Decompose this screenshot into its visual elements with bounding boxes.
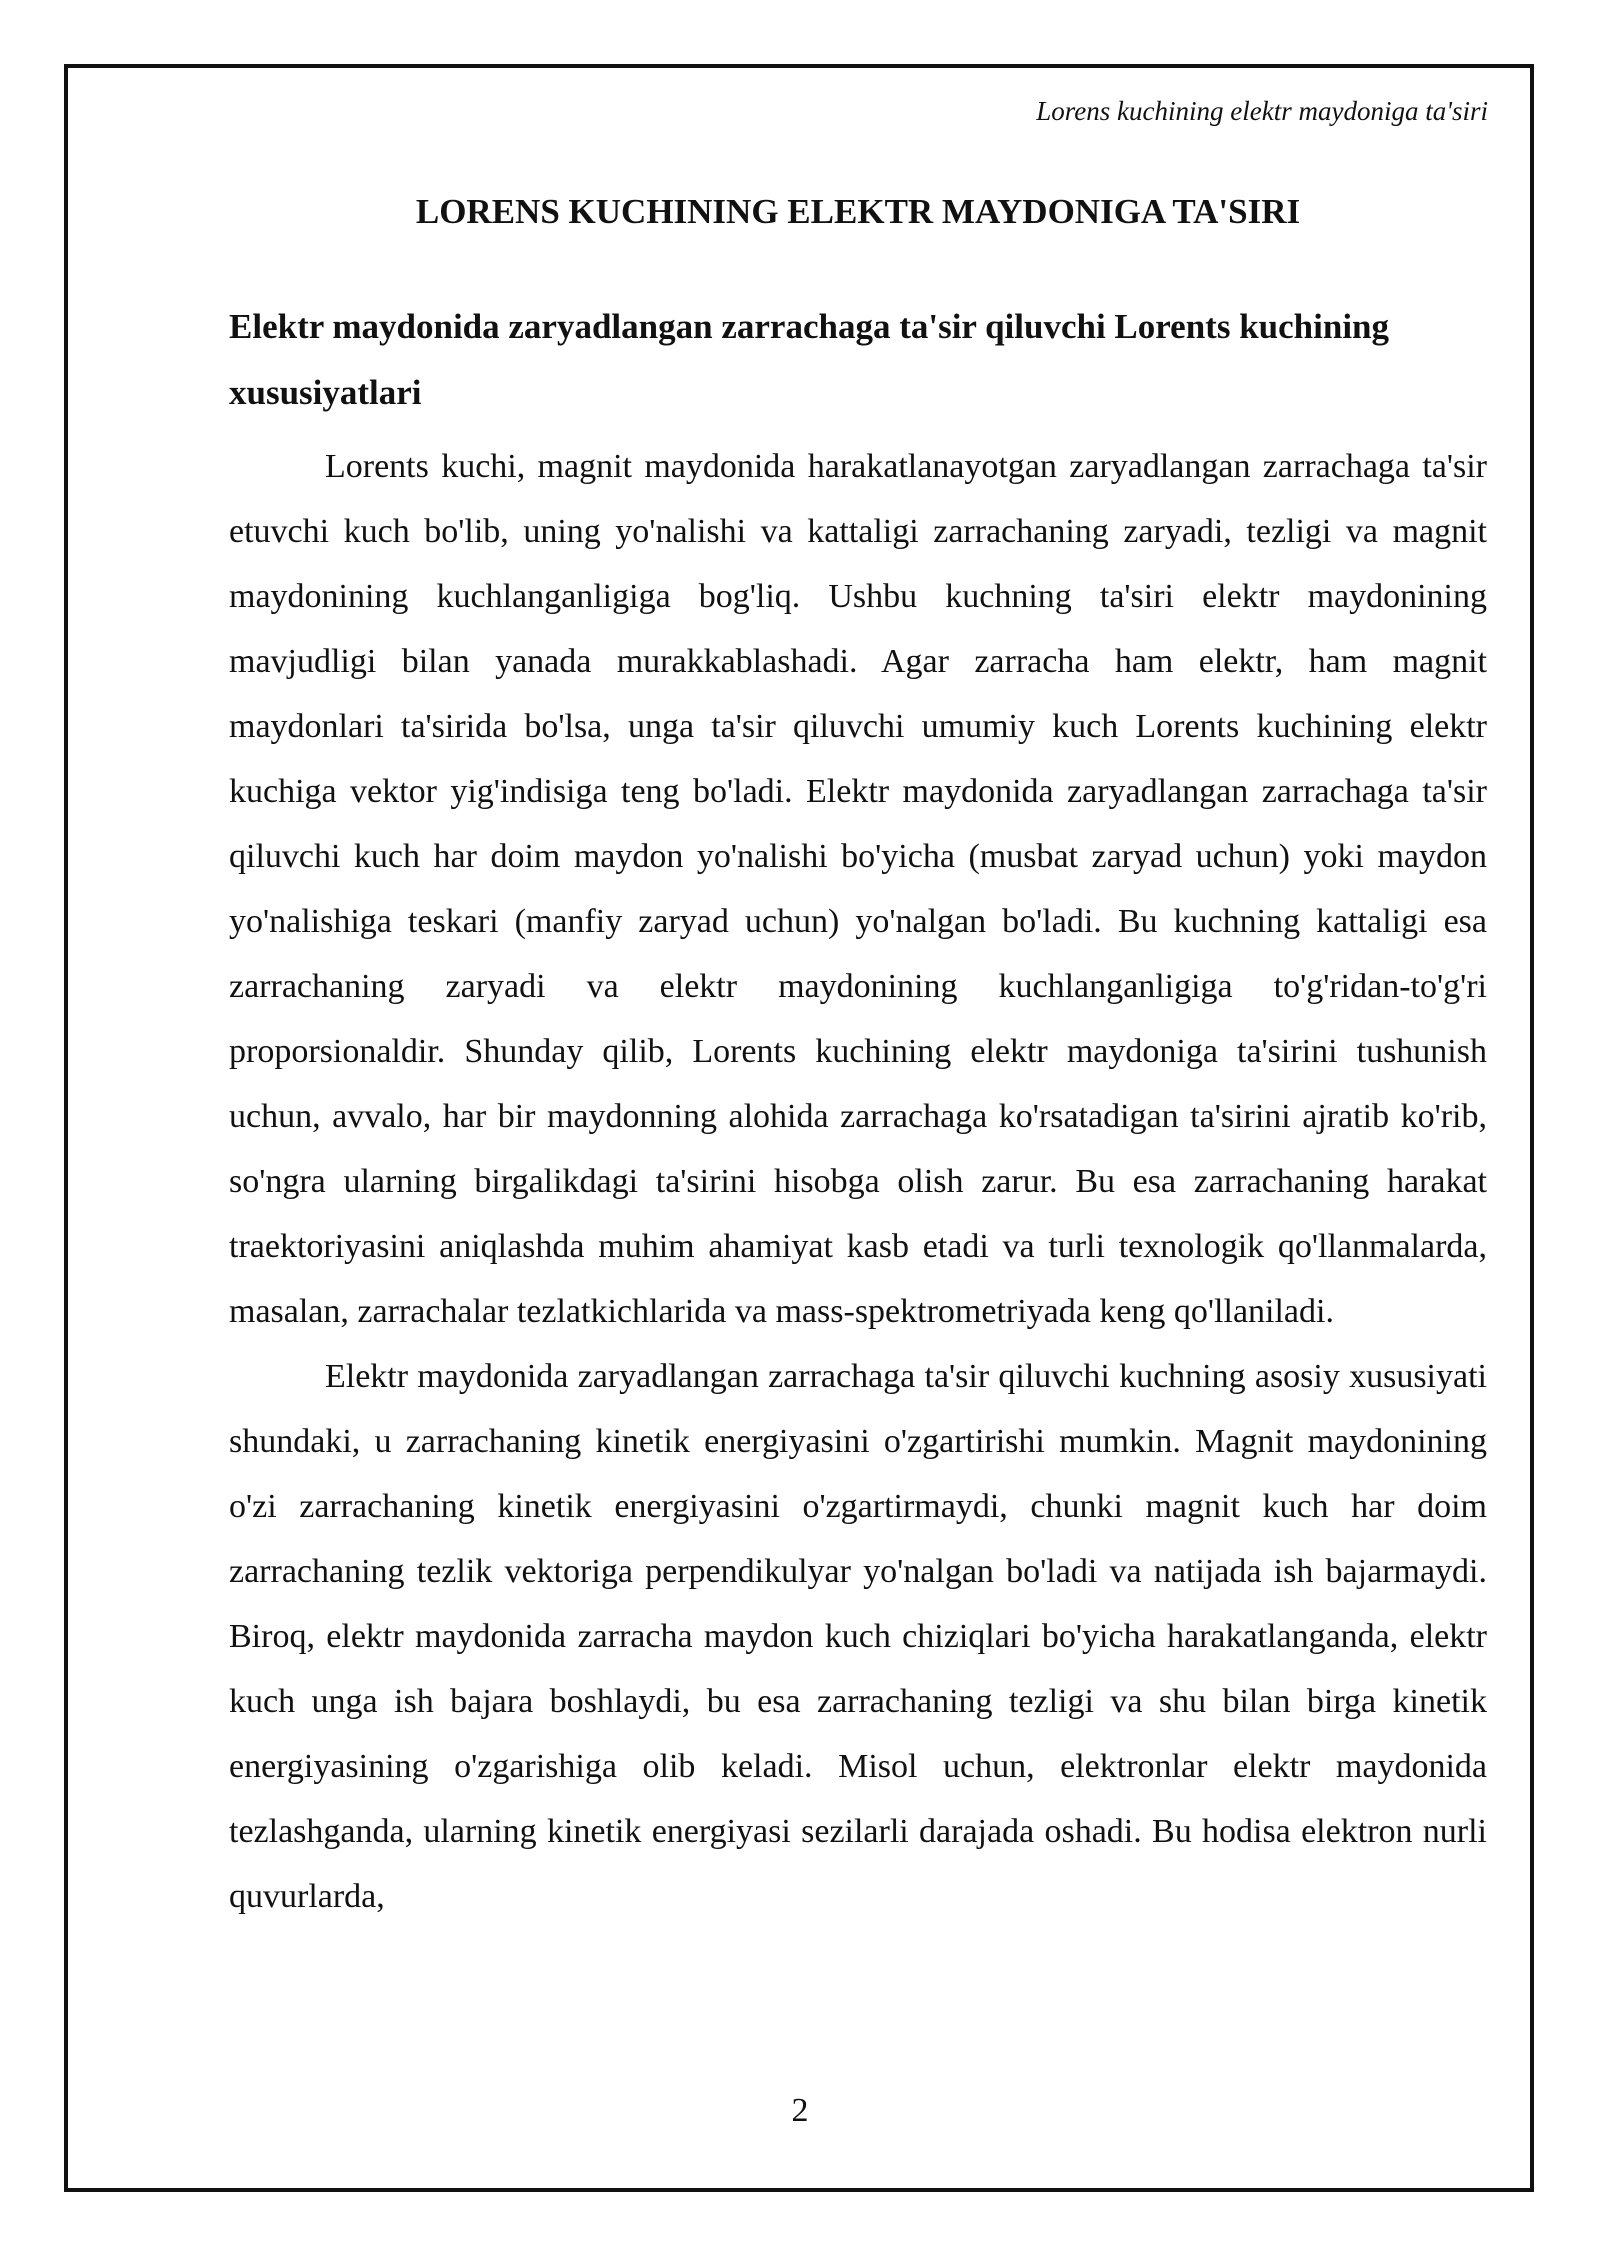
body-text [229,434,1487,1929]
page-number: 2 [791,2092,809,2129]
running-header: Lorens kuchining elektr maydoniga ta'siri [1036,96,1488,126]
paragraph: Elektr maydonida zaryadlangan zarrachaga ta'sir qiluvchi kuchning asosiy xususiyati shundaki, u zarrachaning kinetik energiyasini o'zgartirishi mumkin. Magnit maydonining o'zi zarrachaning kinetik energiyasini o'zgartirmaydi, chunki magnit kuch har doim zarrachaning tezlik vektoriga perpendikulyar yo'nalgan bo'ladi va natijada ish bajarmaydi. Biroq, elektr maydonida zarracha maydon kuch chiziqlari bo'yicha harakatlanganda, elektr kuch unga ish bajara boshlaydi, bu esa zarrachaning tezligi va shu bilan birga kinetik energiyasining o'zgarishiga olib keladi. Misol uchun, elektronlar elektr maydonida tezlashganda, ularning kinetik energiyasi sezilarli darajada oshadi. Bu hodisa elektron nurli quvurlarda, [229,1358,1487,1915]
document-title: LORENS KUCHINING ELEKTR MAYDONIGA TA'SIRI [415,192,1301,231]
paragraph: Lorents kuchi, magnit maydonida harakatlanayotgan zaryadlangan zarrachaga ta'sir etuvchi kuch bo'lib, uning yo'nalishi va kattaligi zarrachaning zaryadi, tezligi va magnit maydonining kuchlanganligiga bog'liq. Ushbu kuchning ta'siri elektr maydonining mavjudligi bilan yanada murakkablashadi. Agar zarracha ham elektr, ham magnit maydonlari ta'sirida bo'lsa, unga ta'sir qiluvchi umumiy kuch Lorents kuchining elektr kuchiga vektor yig'indisiga teng bo'ladi. Elektr maydonida zaryadlangan zarrachaga ta'sir qiluvchi kuch har doim maydon yo'nalishi bo'yicha (musbat zaryad uchun) yoki maydon yo'nalishiga teskari (manfiy zaryad uchun) yo'nalgan bo'ladi. Bu kuchning kattaligi esa zarrachaning zaryadi va elektr maydonining kuchlanganligiga to'g'ridan-to'g'ri proporsionaldir. Shunday qilib, Lorents kuchining elektr maydoniga ta'sirini tushunish uchun, avvalo, har bir maydonning alohida zarrachaga ko'rsatadigan ta'sirini ajratib ko'rib, so'ngra ularning birgalikdagi ta'sirini hisobga olish zarur. Bu esa zarrachaning harakat traektoriyasini aniqlashda muhim ahamiyat kasb etadi va turli texnologik qo'llanmalarda, masalan, zarrachalar tezlatkichlarida va mass-spektrometriyada keng qo'llaniladi. [229,448,1487,1330]
section-heading: Elektr maydonida zaryadlangan zarrachaga ta'sir qiluvchi Lorents kuchining xususiyatlari [229,307,1390,412]
